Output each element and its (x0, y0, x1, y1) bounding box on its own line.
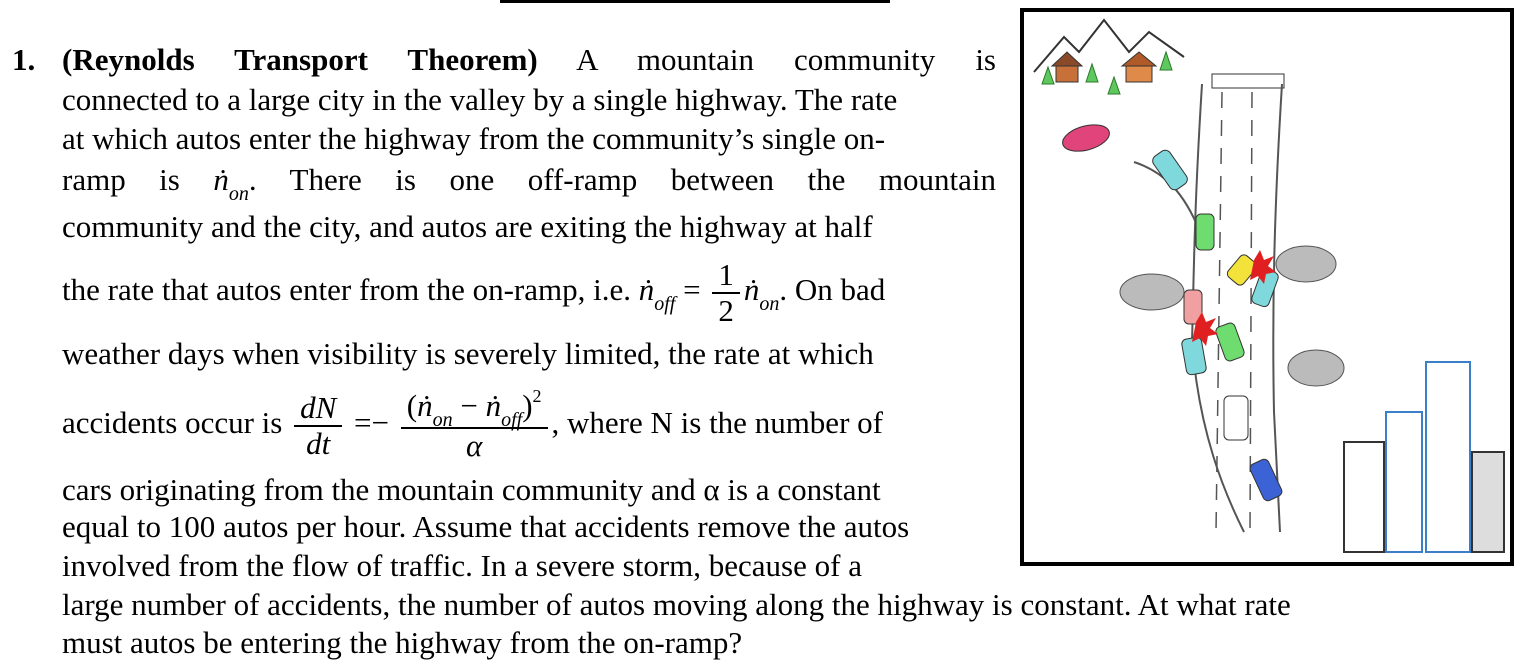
text-line-5: community and the city, and autos are exiting the highway at half (62, 209, 873, 244)
text-line-10: equal to 100 autos per hour. Assume that accidents remove the autos (62, 509, 910, 544)
text-line-8: accidents occur is $\frac{dN}{dt}$ =− $\frac{(ṅ_{on} - ṅ_{off})^2}{\alpha}$ , where N is the number of (62, 385, 883, 463)
dN-dt-fraction: $\frac{dN}{dt}$ (294, 391, 342, 461)
lane-divider (1216, 92, 1222, 532)
tree-icon (1108, 77, 1120, 94)
tree-icon (1086, 64, 1098, 82)
text-line-11: involved from the flow of traffic. In a severe storm, because of a (62, 548, 862, 583)
text-line-9: cars originating from the mountain community and α is a constant (62, 472, 881, 507)
highway-drawing (1024, 12, 1510, 562)
highway-sign (1212, 74, 1284, 88)
building-icon (1426, 362, 1470, 552)
problem-title: (Reynolds Transport Theorem) (62, 42, 538, 77)
text-line-12: large number of accidents, the number of autos moving along the highway is constant. At what rate (62, 587, 1291, 622)
building-icon (1472, 452, 1504, 552)
cloud-icon (1120, 274, 1184, 310)
car-white-icon (1224, 396, 1248, 440)
text-line-13: must autos be entering the highway from the on-ramp? (62, 625, 743, 660)
car-pink-icon (1060, 120, 1113, 156)
n-off-equation: ṅ$_{off}$ = $\frac{1}{2}$ ṅ$_{on}$. (638, 256, 788, 328)
cloud-icon (1288, 350, 1344, 386)
problem-number: 1. (12, 42, 36, 77)
one-half-fraction: $\frac{1}{2}$ (712, 258, 740, 328)
tree-icon (1160, 52, 1172, 70)
car-cyan-icon (1181, 337, 1207, 376)
car-green-icon (1196, 214, 1214, 250)
house-right-icon (1122, 52, 1156, 82)
text-line-7: weather days when visibility is severely limited, the rate at which (62, 336, 874, 371)
text-line-2: connected to a large city in the valley by a single highway. The rate (62, 82, 898, 117)
highway-right-edge (1273, 84, 1282, 532)
text-line-1: (Reynolds Transport Theorem) A mountain community is (62, 42, 996, 77)
text-line-3: at which autos enter the highway from the community’s single on- (62, 121, 886, 156)
accident-rate-fraction: $\frac{(ṅ_{on} - ṅ_{off})^2}{\alpha}$ (401, 389, 548, 463)
tree-icon (1042, 67, 1054, 84)
text-line-4: ramp is ṅ$_{on}$. There is one off-ramp between the mountain (62, 162, 996, 205)
car-cyan-icon (1150, 148, 1189, 192)
building-icon (1386, 412, 1422, 552)
house-left-icon (1052, 52, 1082, 82)
n-on-symbol: ṅ$_{on}$. (213, 162, 257, 205)
header-rule (500, 0, 890, 3)
highway-illustration (1020, 8, 1514, 566)
cloud-icon (1276, 246, 1336, 282)
text-line-6: the rate that autos enter from the on-ramp, i.e. ṅ$_{off}$ = $\frac{1}{2}$ ṅ$_{on}$. On bad (62, 256, 886, 328)
building-icon (1344, 442, 1384, 552)
